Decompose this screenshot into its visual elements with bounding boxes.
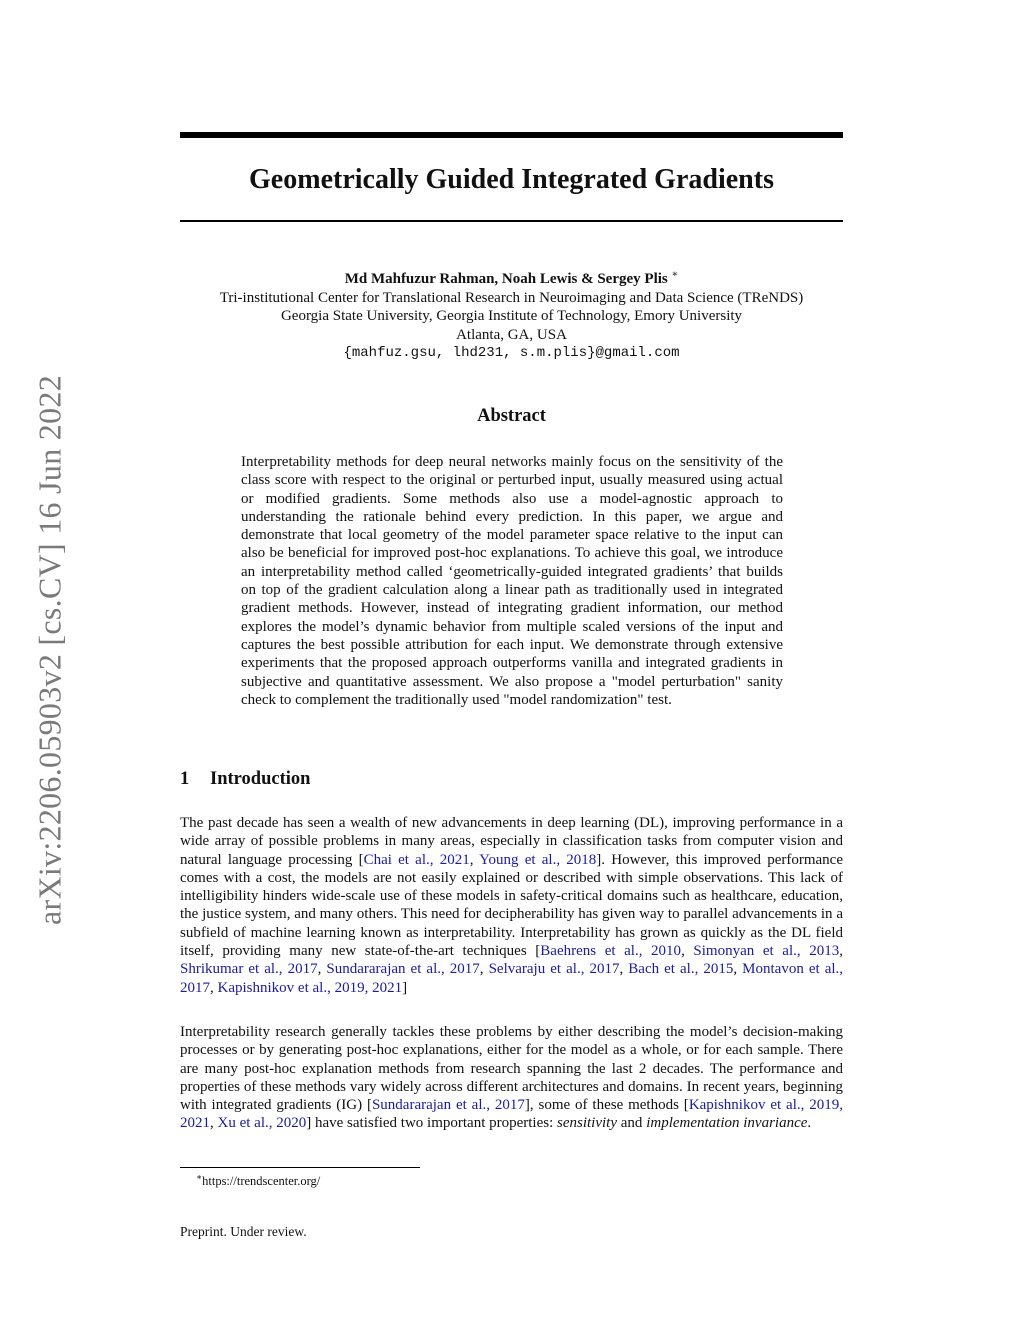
arxiv-stamp: arXiv:2206.05903v2 [cs.CV] 16 Jun 2022	[31, 374, 68, 926]
preprint-note: Preprint. Under review.	[180, 1224, 307, 1239]
citation-link[interactable]: Sundararajan et al., 2017	[371, 1097, 525, 1114]
author-block	[150, 266, 873, 363]
text-run: ,	[210, 979, 218, 996]
citation-link[interactable]: Baehrens et al., 2010	[540, 943, 682, 960]
affiliation-1: Tri-institutional Center for Translational Research in Neuroimaging and Data Science (TReNDS)	[219, 289, 804, 306]
citation-link[interactable]: Xu et al., 2020	[217, 1115, 307, 1132]
text-run: ]. However, this improved performance comes with a cost, the models are not easily explained or described with simple observations. This lack of intelligibility hinders wide-scale use of these models in safety-critical domains such as healthcare, education, the justice system, and many others. This need for decipherability has given way to parallel advancements in a subfield of machine learning known as interpretability. Interpretability has grown as quickly as the DL field itself, providing many new state-of-the-art techniques [	[180, 851, 843, 960]
citation-link[interactable]: Bach et al., 2015	[628, 961, 734, 978]
text-run: .	[807, 1115, 812, 1132]
citation-link[interactable]: Sundararajan et al., 2017	[326, 961, 480, 978]
title-bottom-rule	[180, 220, 843, 222]
author-names: Md Mahfuzur Rahman, Noah Lewis & Sergey Plis	[344, 271, 668, 287]
text-run: ] have satisfied two important properties:	[306, 1115, 558, 1132]
citation-link[interactable]: Simonyan et al., 2013	[693, 943, 840, 960]
text-run: ,	[479, 961, 489, 978]
citation-link[interactable]: Young et al., 2018	[479, 851, 597, 868]
section-heading	[180, 769, 310, 790]
emphasis-implementation-invariance: implementation invariance	[646, 1115, 808, 1132]
intro-paragraph-2	[180, 1023, 843, 1133]
author-footnote-mark: ∗	[671, 269, 679, 280]
affiliation-2: Georgia State University, Georgia Institute of Technology, Emory University	[280, 308, 743, 324]
text-run: ,	[210, 1115, 218, 1132]
footnote-mark: ∗	[196, 1172, 203, 1182]
text-run: ,	[317, 961, 327, 978]
text-run: Interpretability research generally tackles these problems by either describing the model’s decision-making processes or by generating post-hoc explanations, either for the model as a whole, or for each sample. There are many post-hoc explanation methods from research spanning the last 2 decades. The performance and properties of these methods vary widely across different architectures and domains. In recent years, beginning with integrated gradients (IG) [	[180, 1024, 843, 1114]
text-run: ,	[619, 961, 629, 978]
paper-title: Geometrically Guided Integrated Gradients	[249, 164, 774, 195]
citation-link[interactable]: Chai et al., 2021	[363, 851, 470, 868]
text-run: ,	[839, 943, 843, 960]
author-location: Atlanta, GA, USA	[456, 326, 567, 343]
citation-link[interactable]: Selvaraju et al., 2017	[488, 961, 620, 978]
text-run: ], some of these methods [	[524, 1097, 689, 1114]
title-top-rule	[180, 132, 843, 138]
footnote-link[interactable]: https://trendscenter.org/	[202, 1174, 321, 1189]
text-run: and	[617, 1115, 647, 1132]
text-run: ,	[681, 943, 694, 960]
text-run: ,	[469, 851, 480, 868]
section-number: 1	[180, 769, 190, 789]
footnote	[196, 1172, 320, 1189]
abstract-heading: Abstract	[477, 406, 546, 426]
footnote-rule	[180, 1167, 420, 1168]
intro-paragraph-1	[180, 814, 843, 997]
abstract-text: Interpretability methods for deep neural networks mainly focus on the sensitivity of the class score with respect to the original or perturbed input, usually measured using actual or modified gradients. Some methods also use a model-agnostic approach to understanding the rationale behind every prediction. In this paper, we argue and demonstrate that local geometry of the model parameter space relative to the input can also be beneficial for improved post-hoc explanations. To achieve this goal, we introduce an interpretability method called ‘geometrically-guided integrated gradients’ that builds on top of the gradient calculation along a linear path as traditionally used in integrated gradient methods. However, instead of integrating gradient information, our method explores the model’s dynamic behavior from multiple scaled versions of the input and captures the best possible attribution for each input. We demonstrate through extensive experiments that the proposed approach outperforms vanilla and integrated gradients in subjective and quantitative assessment. We also propose a "model perturbation" sanity check to complement the traditionally used "model randomization" test.	[241, 454, 783, 708]
author-emails: {mahfuz.gsu, lhd231, s.m.plis}@gmail.com	[343, 345, 680, 361]
citation-link[interactable]: Kapishnikov et al., 2019, 2021	[217, 979, 403, 996]
emphasis-sensitivity: sensitivity	[557, 1115, 618, 1132]
text-run: ]	[402, 979, 408, 996]
citation-link[interactable]: Montavon et al., 2017	[180, 961, 844, 996]
section-title: Introduction	[210, 769, 311, 789]
text-run: ,	[733, 961, 743, 978]
text-run: The past decade has seen a wealth of new advancements in deep learning (DL), improving performance in a wide array of possible problems in many areas, especially in classification tasks from computer vision and natural language processing [	[180, 815, 843, 868]
citation-link[interactable]: Shrikumar et al., 2017	[180, 961, 318, 978]
citation-link[interactable]: Kapishnikov et al., 2019, 2021	[180, 1097, 844, 1132]
